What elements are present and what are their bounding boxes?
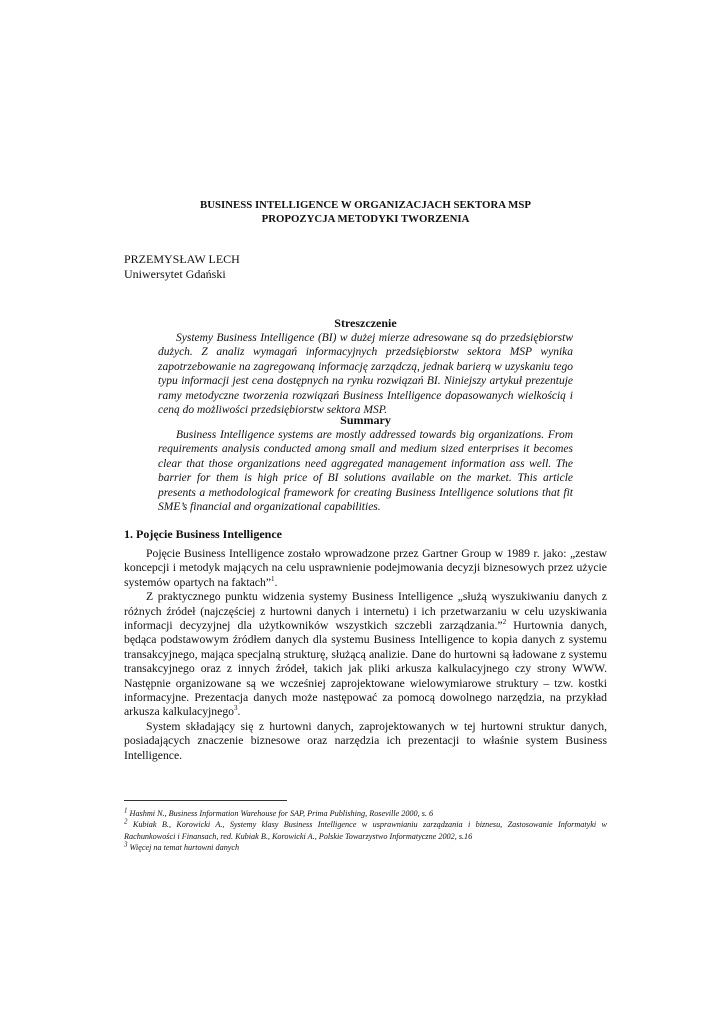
footnote-2 xyxy=(124,819,607,842)
footnote-separator xyxy=(124,800,287,801)
streszczenie-block xyxy=(158,316,573,417)
footnote-text-1: Hashmi N., Business Information Warehouse for SAP, Prima Publishing, Roseville 2000, s. 6 xyxy=(129,809,434,818)
summary-heading: Summary xyxy=(340,413,391,427)
section-1-heading: 1. Pojęcie Business Intelligence xyxy=(124,527,282,541)
footnote-ref-3[interactable]: 3 xyxy=(234,704,238,713)
footnotes xyxy=(124,808,607,854)
paragraph-2-continuation: Hurtownia danych, będąca podstawowym źródłem danych dla systemu Business Intelligence to kopia danych z systemu transakcyjnego, mająca specjalną strukturę, służącą analizie. Dane do hurtowni są ładowane z systemu transakcyjnego oraz z innych źródeł, takich jak pliki arkusza kalkulacyjnego czy strony WWW. Następnie organizowane są we wcześniej zaprojektowane wielowymiarowe struktury – tzw. kostki informacyjne. Prezentacja danych może następować za pomocą dowolnego narzędzia, na przykład arkusza kalkulacyjnego xyxy=(124,619,607,719)
paragraph-2 xyxy=(124,590,607,720)
summary-block xyxy=(158,413,573,514)
footnote-text-2: Kubiak B., Korowicki A., Systemy klasy Business Intelligence w usprawnianiu zarządzania i biznesu, Zastosowanie Informatyki w Rachunkowości i Finansach, red. Kubiak B., Korowicki A., Polskie Towarzystwo Informatyczne 2002, s.16 xyxy=(124,820,607,841)
paragraph-2-end: . xyxy=(237,705,241,719)
footnote-number-1: 1 xyxy=(124,806,128,815)
footnote-number-3: 3 xyxy=(124,840,128,849)
paragraph-2-text: Z praktycznego punktu widzenia systemy Business Intelligence „służą wyszukiwaniu danych z różnych źródeł (najczęściej z hurtowni danych i internetu) i ich przetwarzaniu w celu uzyskiwania informacji decyzyjnej dla użytkowników wszystkich szczebli zarządzania.” xyxy=(124,590,607,633)
footnote-1 xyxy=(124,808,607,819)
summary-text: Business Intelligence systems are mostly addressed towards big organizations. From requirements analysis conducted among small and medium sized enterprises it becomes clear that those organizations need aggregated management information ass well. The barrier for them is high price of BI solutions available on the market. This article presents a methodological framework for creating Business Intelligence solutions that fit SME’s financial and organizational capabilities. xyxy=(158,429,573,514)
author-name: PRZEMYSŁAW LECH xyxy=(124,252,240,266)
paragraph-3: System składający się z hurtowni danych, zaprojektowanych w tej hurtowni struktur danych, posiadających znaczenie biznesowe oraz narzędzia ich prezentacji to właśnie system Business Intelligence. xyxy=(124,719,607,762)
author-block xyxy=(124,252,240,282)
footnote-ref-2[interactable]: 2 xyxy=(502,618,507,627)
footnote-text-3: Więcej na temat hurtowni danych xyxy=(129,843,240,853)
streszczenie-text: Systemy Business Intelligence (BI) w dużej mierze adresowane są do przedsiębiorstw dużych. Z analiz wymagań informacyjnych przedsiębiorstw sektora MSP wynika zapotrzebowanie na zagregowaną informację zarządczą, jednak barierą w uzyskaniu tego typu informacji jest cena dostępnych na rynku rozwiązań BI. Niniejszy artykuł prezentuje ramy metodyczne tworzenia rozwiązań Business Intelligence dopasowanych wielkością i ceną do możliwości przedsiębiorstw sektora MSP. xyxy=(158,332,573,417)
footnote-3 xyxy=(124,842,607,853)
paper-title xyxy=(124,198,607,226)
title-line-2: PROPOZYCJA METODYKI TWORZENIA xyxy=(261,213,470,225)
author-affiliation: Uniwersytet Gdański xyxy=(124,267,226,281)
title-line-1: BUSINESS INTELLIGENCE W ORGANIZACJACH SEKTORA MSP xyxy=(200,199,531,211)
streszczenie-heading: Streszczenie xyxy=(334,316,397,330)
footnote-ref-1[interactable]: 1 xyxy=(271,574,275,583)
paragraph-1-end: . xyxy=(274,575,278,589)
footnote-number-2: 2 xyxy=(124,817,128,826)
paragraph-1-text: Pojęcie Business Intelligence zostało wprowadzone przez Gartner Group w 1989 r. jako: „zestaw koncepcji i metodyk mających na celu usprawnienie podejmowania decyzji biznesowych przez użycie systemów opartych na faktach” xyxy=(124,547,607,589)
section-1-body xyxy=(124,547,607,763)
paragraph-1 xyxy=(124,547,607,590)
